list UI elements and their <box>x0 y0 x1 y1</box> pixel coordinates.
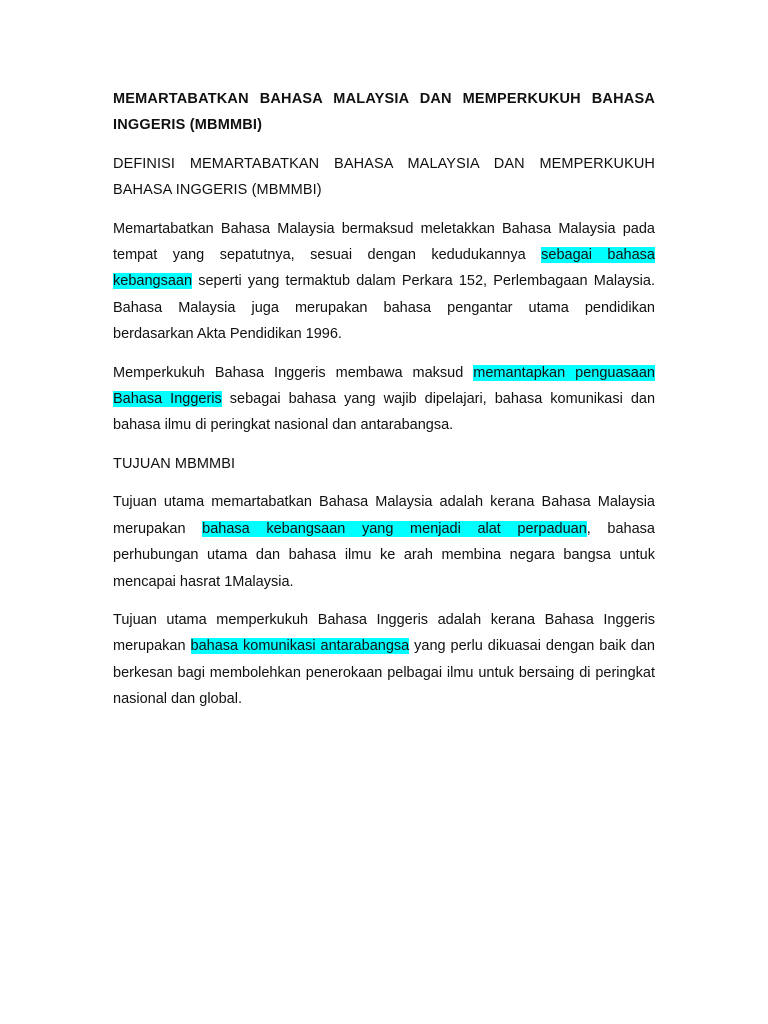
definition-bi-paragraph <box>113 360 655 439</box>
highlighted-text: memantapkan penguasaan Bahasa Inggeris <box>113 364 655 408</box>
document-page <box>113 86 655 725</box>
definition-bm-paragraph <box>113 216 655 348</box>
paragraph-text: Memartabatkan Bahasa Malaysia bermaksud meletakkan Bahasa Malaysia pada tempat yang sepatutnya, sesuai dengan kedudukannya <box>113 220 655 264</box>
highlighted-text: bahasa kebangsaan yang menjadi alat perpaduan <box>202 520 587 537</box>
paragraph-text: yang perlu dikuasai dengan baik dan berkesan bagi membolehkan penerokaan pelbagai ilmu untuk bersaing di peringkat nasional dan global. <box>113 638 655 708</box>
paragraph-text: Tujuan utama memartabatkan Bahasa Malaysia adalah kerana Bahasa Malaysia merupakan <box>113 494 655 537</box>
purpose-bm-paragraph <box>113 489 655 595</box>
highlighted-text: sebagai bahasa kebangsaan <box>113 247 655 290</box>
purpose-bi-paragraph <box>113 607 655 713</box>
paragraph-text: seperti yang termaktub dalam Perkara 152, Perlembagaan Malaysia. Bahasa Malaysia juga merupakan bahasa pengantar utama pendidikan berdasarkan Akta Pendidikan 1996. <box>113 273 655 343</box>
highlighted-text: bahasa komunikasi antarabangsa <box>190 638 410 655</box>
paragraph-text: , bahasa perhubungan utama dan bahasa ilmu ke arah membina negara bangsa untuk mencapai hasrat 1Malaysia. <box>113 520 655 590</box>
paragraph-text: sebagai bahasa yang wajib dipelajari, bahasa komunikasi dan bahasa ilmu di peringkat nasional dan antarabangsa. <box>113 391 656 434</box>
paragraph-text: Tujuan utama memperkukuh Bahasa Inggeris adalah kerana Bahasa Inggeris merupakan <box>113 611 655 655</box>
paragraph-text: Memperkukuh Bahasa Inggeris membawa maksud <box>113 364 474 381</box>
definition-heading: DEFINISI MEMARTABATKAN BAHASA MALAYSIA DAN MEMPERKUKUH BAHASA INGGERIS (MBMMBI) <box>113 155 655 199</box>
document-title: MEMARTABATKAN BAHASA MALAYSIA DAN MEMPERKUKUH BAHASA INGGERIS (MBMMBI) <box>113 91 655 134</box>
purpose-heading: TUJUAN MBMMBI <box>113 455 236 472</box>
